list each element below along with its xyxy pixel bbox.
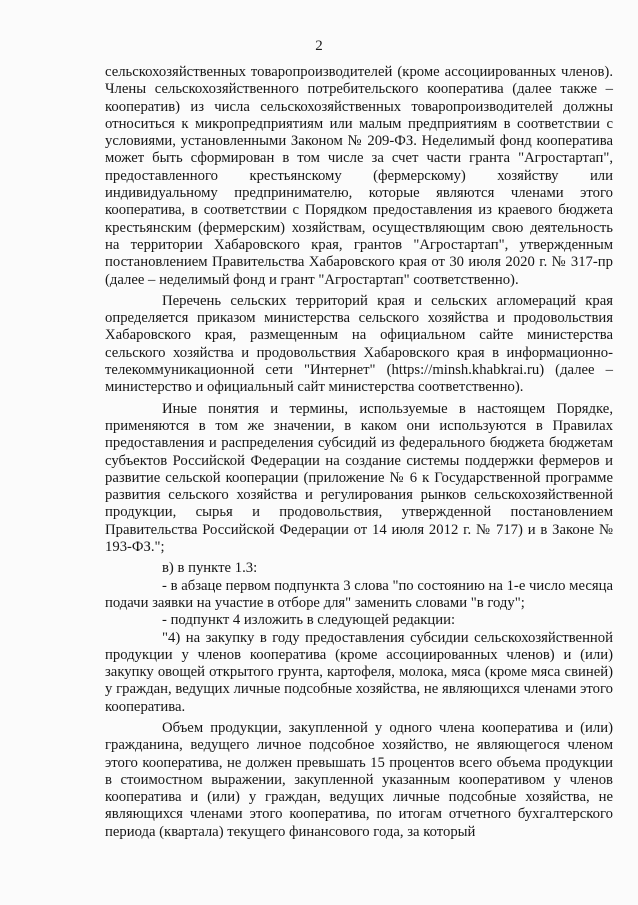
document-body [105,64,613,845]
page-number: 2 [315,38,323,54]
paragraph-continuation: сельскохозяйственных товаропроизводителей (кроме ассоциированных членов). Члены сельскохозяйственного потребительского кооператива (далее также – кооператив) из числа сельскохозяйственных товаропроизводителей должны относиться к микропредприятиям или малым предприятиям в соответствии с условиями, установленными Законом № 209-ФЗ. Неделимый фонд кооператива может быть сформирован в том числе за счет части гранта "Агростартап", предоставленного крестьянскому (фермерскому) хозяйству или индивидуальному предпринимателю, которые являются членами этого кооператива, в соответствии с Порядком предоставления из краевого бюджета крестьянским (фермерским) хозяйствам, осуществляющим свою деятельность на территории Хабаровского края, грантов "Агростартап", утвержденным постановлением Правительства Хабаровского края от 30 июля 2020 г. № 317-пр (далее – неделимый фонд и грант "Агростартап" соответственно). [105,64,613,288]
paragraph-dash-second: - подпункт 4 изложить в следующей редакции: [162,612,456,629]
paragraph-other-terms: Иные понятия и термины, используемые в настоящем Порядке, применяются в том же значении, в каком они используются в Правилах предоставления и распределения субсидий из федерального бюджета бюджетам субъектов Российской Федерации на создание системы поддержки фермеров и развитие сельской кооперации (приложение № 6 к Государственной программе развития сельского хозяйства и регулирования рынков сельскохозяйственной продукции, сырья и продовольствия, утвержденной постановлением Правительства Российской Федерации от 14 июля 2012 г. № 717) и в Законе № 193-ФЗ."; [105,400,613,556]
paragraph-volume: Объем продукции, закупленной у одного члена кооператива и (или) гражданина, ведущего личное подсобное хозяйство, не являющегося членом этого кооператива, не должен превышать 15 процентов всего объема продукции в стоимостном выражении, закупленной указанным кооперативом у членов кооператива и (или) у граждан, ведущих личные подсобные хозяйства, не являющихся членами этого кооператива, по итогам отчетного бухгалтерского периода (квартала) текущего финансового года, за который [105,719,613,840]
paragraph-subitem-4: "4) на закупку в году предоставления субсидии сельскохозяйственной продукции у членов кооператива (кроме ассоциированных членов) и (или) закупку овощей открытого грунта, картофеля, молока, мяса (кроме мяса свиней) у граждан, ведущих личные подсобные хозяйства, не являющихся членами этого кооператива. [105,629,613,715]
paragraph-dash-first: - в абзаце первом подпункта 3 слова "по состоянию на 1-е число месяца подачи заявки на участие в отборе для" заменить словами "в году"; [105,577,613,611]
paragraph-rural-territories: Перечень сельских территорий края и сельских агломераций края определяется приказом министерства сельского хозяйства и продовольствия Хабаровского края, размещенным на официальном сайте министерства сельского хозяйства и продовольствия Хабаровского края в информационно-телекоммуникационной сети "Интернет" (https://minsh.khabkrai.ru) (далее – министерство и официальный сайт министерства соответственно). [105,292,613,396]
paragraph-item-v: в) в пункте 1.3: [162,560,258,577]
